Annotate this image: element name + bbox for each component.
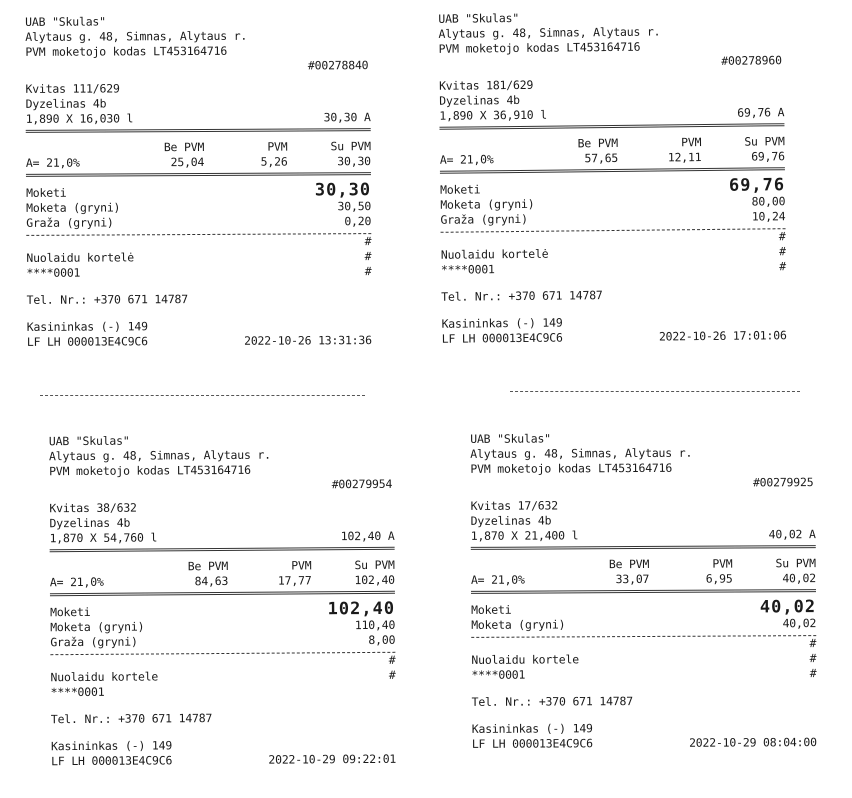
amount-due-row [26, 180, 372, 201]
vat-rate: A= 21,0% [49, 574, 104, 590]
card-number: ****0001 [440, 262, 495, 277]
paid-amount: 40,02 [782, 616, 817, 631]
quantity-price: 1,890 X 36,910 l [439, 107, 547, 123]
vat-header-net: Be PVM [187, 558, 229, 574]
amount-due: 40,02 [759, 597, 817, 618]
hash-mark: # [779, 259, 787, 274]
receipt-counter: Kvitas 111/629 [25, 81, 120, 96]
vat-amount: 5,26 [260, 154, 288, 169]
quantity-price: 1,890 X 16,030 l [25, 111, 134, 126]
product-name: Dyzelinas 4b [49, 515, 131, 531]
change-amount: 10,24 [751, 209, 786, 224]
change-label: Graža (gryni) [50, 634, 138, 650]
hash-mark: # [364, 234, 372, 249]
change-label: Graža (gryni) [440, 211, 528, 227]
quantity-line [26, 110, 371, 127]
receipt-number: #00278840 [307, 58, 369, 73]
fiscal-row [472, 735, 817, 752]
paid-row [471, 616, 816, 633]
double-divider [50, 547, 395, 558]
vat-header-blank [26, 140, 121, 155]
receipt-counter: Kvitas 17/632 [470, 498, 559, 513]
vat-payer-code: PVM moketojo kodas LT453164716 [25, 43, 228, 59]
receipt-counter: Kvitas 181/629 [438, 77, 534, 93]
quantity-line [50, 529, 395, 546]
store-address: Alytaus g. 48, Simnas, Alytaus r. [438, 24, 661, 41]
vat-values-row [50, 573, 395, 590]
vat-header-net: Be PVM [577, 135, 619, 151]
hash-mark: # [388, 667, 396, 682]
vat-net-amount: 25,04 [170, 154, 205, 170]
double-divider [26, 128, 371, 139]
vat-payer-code: PVM moketojo kodas LT453164716 [49, 462, 251, 479]
paid-label: Moketa (gryni) [26, 200, 121, 215]
store-address: Alytaus g. 48, Simnas, Alytaus r. [25, 28, 248, 44]
fiscal-row [27, 333, 372, 350]
hash-mark: # [388, 652, 396, 667]
hash-mark: # [364, 264, 372, 279]
amount-due-label: Moketi [50, 604, 91, 620]
dashed-divider-row [471, 635, 816, 653]
vat-header-vat: PVM [681, 135, 702, 150]
cashier: Kasininkas (-) 149 [26, 319, 148, 334]
vat-header-blank [440, 137, 535, 153]
vat-header-vat: PVM [712, 556, 733, 571]
receipt-3 [49, 432, 396, 769]
amount-due: 30,30 [314, 180, 372, 201]
hash-mark: # [778, 244, 786, 259]
hash-mark: # [778, 229, 786, 244]
quantity-price: 1,870 X 54,760 l [49, 530, 158, 546]
amount-due: 102,40 [327, 598, 396, 620]
phone-number: Tel. Nr.: +370 671 14787 [471, 694, 633, 709]
quantity-line [439, 105, 784, 124]
cashier: Kasininkas (-) 149 [471, 721, 593, 736]
receipt-datetime: 2022-10-29 09:22:01 [268, 751, 397, 767]
amount-due-row [471, 597, 817, 618]
vat-values-row [26, 154, 371, 171]
receipt-number: #00278960 [721, 53, 782, 68]
loyalty-label: Nuolaidu kortele [471, 652, 579, 667]
amount-due-label: Moketi [471, 602, 512, 617]
vat-header-gross: Su PVM [330, 139, 371, 154]
store-address: Alytaus g. 48, Simnas, Alytaus r. [470, 445, 693, 461]
vat-header-vat: PVM [291, 558, 312, 573]
fiscal-id: LF LH 000013E4C9C6 [441, 330, 563, 346]
amount-due: 69,76 [728, 175, 786, 196]
vat-header-gross: Su PVM [744, 134, 785, 149]
phone-number: Tel. Nr.: +370 671 14787 [50, 711, 213, 727]
vat-gross-amount: 102,40 [354, 572, 395, 588]
paid-label: Moketa (gryni) [440, 196, 535, 212]
fiscal-row [51, 752, 396, 769]
vat-rate: A= 21,0% [439, 152, 494, 167]
tear-line-right [510, 391, 800, 392]
vat-values-row [440, 149, 785, 168]
receipt-1 [25, 13, 372, 350]
company-name: UAB "Skulas" [25, 14, 106, 29]
vat-header-gross: Su PVM [775, 556, 816, 571]
amount-due-row [440, 175, 786, 198]
change-amount: 8,00 [368, 632, 396, 647]
hash-mark: # [809, 666, 817, 681]
loyalty-label: Nuolaidu kortele [50, 669, 159, 685]
vat-header-gross: Su PVM [354, 557, 395, 573]
phone-number: Tel. Nr.: +370 671 14787 [26, 292, 189, 307]
receipt-datetime: 2022-10-26 17:01:06 [658, 328, 787, 344]
vat-net-amount: 84,63 [194, 573, 229, 589]
receipt-datetime: 2022-10-26 13:31:36 [244, 333, 372, 348]
fiscal-id: LF LH 000013E4C9C6 [26, 334, 148, 349]
paid-label: Moketa (gryni) [50, 619, 145, 635]
loyalty-label: Nuolaidu kortelė [26, 250, 135, 265]
vat-payer-code: PVM moketojo kodas LT453164716 [438, 39, 641, 56]
line-total: 40,02 A [768, 527, 816, 542]
paid-label: Moketa (gryni) [471, 617, 566, 632]
paid-amount: 80,00 [751, 194, 786, 209]
receipt-4 [470, 430, 817, 752]
fiscal-id: LF LH 000013E4C9C6 [471, 736, 593, 751]
vat-amount: 12,11 [667, 150, 702, 165]
product-name: Dyzelinas 4b [25, 96, 107, 111]
receipt-counter: Kvitas 38/632 [49, 500, 137, 516]
amount-due-row [50, 598, 396, 620]
product-name: Dyzelinas 4b [439, 92, 520, 108]
card-number: ****0001 [471, 667, 526, 682]
line-total: 102,40 A [340, 528, 395, 544]
paid-amount: 30,50 [337, 199, 372, 214]
phone-number: Tel. Nr.: +370 671 14787 [441, 288, 603, 304]
dashed-divider-row [26, 233, 371, 251]
vat-amount: 6,95 [705, 571, 733, 586]
change-row [440, 209, 785, 228]
vat-gross-amount: 69,76 [751, 149, 785, 164]
vat-header-net: Be PVM [163, 139, 205, 155]
loyalty-label: Nuolaidu kortelė [440, 246, 549, 262]
vat-rate: A= 21,0% [470, 572, 525, 587]
fiscal-id: LF LH 000013E4C9C6 [51, 753, 173, 769]
change-amount: 0,20 [344, 214, 372, 229]
hash-mark: # [809, 651, 817, 666]
card-number: ****0001 [26, 265, 81, 280]
vat-header-vat: PVM [267, 139, 288, 154]
vat-values-row [471, 571, 816, 588]
receipt-datetime: 2022-10-29 08:04:00 [689, 735, 817, 750]
vat-amount: 17,77 [277, 573, 312, 588]
company-name: UAB "Skulas" [470, 431, 551, 446]
change-row [50, 633, 395, 650]
vat-net-amount: 33,07 [615, 571, 650, 587]
amount-due-label: Moketi [26, 185, 67, 200]
card-number: ****0001 [50, 684, 105, 700]
receipt-2 [438, 8, 786, 347]
double-divider [471, 545, 816, 556]
product-name: Dyzelinas 4b [470, 513, 552, 528]
receipt-number: #00279925 [752, 475, 814, 490]
change-row [26, 214, 371, 231]
vat-rate: A= 21,0% [25, 155, 80, 170]
store-address: Alytaus g. 48, Simnas, Alytaus r. [48, 447, 271, 464]
quantity-line [471, 527, 816, 544]
vat-header-net: Be PVM [608, 556, 650, 572]
vat-gross-amount: 40,02 [782, 571, 816, 586]
hash-mark: # [809, 636, 817, 651]
line-total: 69,76 A [737, 105, 785, 120]
change-label: Graža (gryni) [26, 215, 114, 230]
cashier: Kasininkas (-) 149 [50, 738, 173, 754]
tear-line-left [40, 395, 365, 396]
company-name: UAB "Skulas" [438, 10, 520, 26]
cashier: Kasininkas (-) 149 [441, 315, 563, 331]
quantity-price: 1,870 X 21,400 l [470, 528, 579, 543]
receipt-number: #00279954 [331, 476, 393, 492]
amount-due-label: Moketi [440, 182, 481, 197]
vat-net-amount: 57,65 [584, 150, 619, 166]
vat-header-blank [471, 557, 566, 572]
company-name: UAB "Skulas" [48, 433, 130, 449]
vat-payer-code: PVM moketojo kodas LT453164716 [470, 460, 673, 476]
fiscal-row [442, 328, 787, 347]
paid-amount: 110,40 [354, 617, 396, 633]
vat-header-blank [50, 560, 145, 576]
vat-gross-amount: 30,30 [337, 154, 371, 169]
line-total: 30,30 A [323, 110, 371, 125]
hash-mark: # [364, 249, 372, 264]
